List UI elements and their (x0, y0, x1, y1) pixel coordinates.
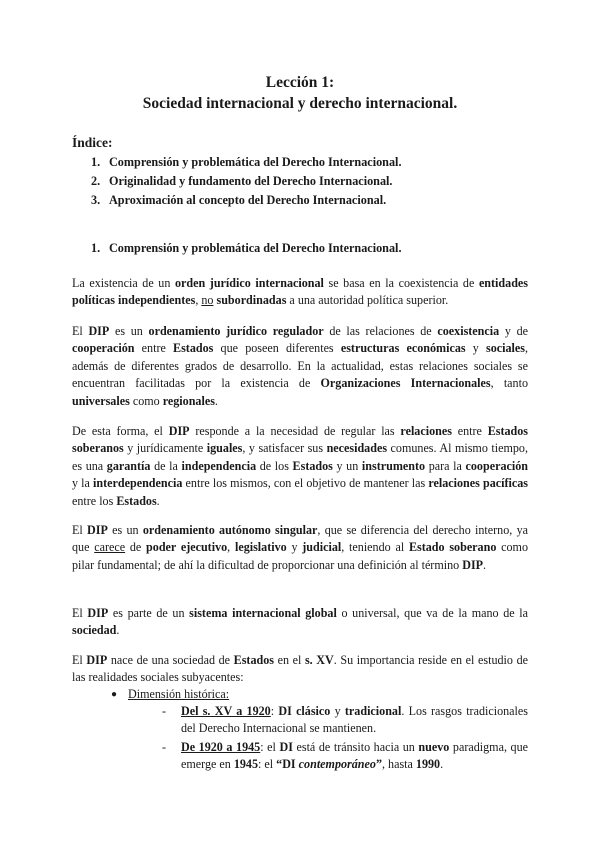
index-heading: Índice: (72, 135, 113, 150)
index-item: 1. Comprensión y problemática del Derecho Internacional. (91, 155, 402, 169)
paragraph-3: De esta forma, el DIP responde a la necesidad de regular las relaciones entre Estados soberanos y jurídicamente iguales, y satisfacer sus necesidades comunes. Al mismo tiempo, es una garantía de la independencia de los Estados y un instrumento para la cooperación y la interdependencia entre los mismos, con el objetivo de mantener las relaciones pacíficas entre los Estados. (72, 424, 529, 508)
dash-marker: - (162, 740, 167, 754)
index-item: 2. Originalidad y fundamento del Derecho Internacional. (91, 174, 393, 188)
lesson-number: Lección 1: (265, 74, 335, 91)
index-item: 3. Aproximación al concepto del Derecho Internacional. (91, 193, 387, 207)
lesson-title: Sociedad internacional y derecho internacional. (142, 95, 458, 112)
paragraph-4: El DIP es un ordenamiento autónomo singular, que se diferencia del derecho interno, ya que carece de poder ejecutivo, legislativo y judicial, teniendo al Estado soberano como pilar fundamental; de ahí la dificultad de proporcionar una definición al término DIP. (72, 523, 529, 572)
bullet-dot-icon: ● (111, 689, 118, 700)
dash-item-1: - Del s. XV a 1920: DI clásico y tradicional. Los rasgos tradicionales del Derecho Internacional se mantienen. (162, 704, 528, 736)
bullet-item: ● Dimensión histórica: (128, 686, 229, 703)
dash-item-2: - De 1920 a 1945: el DI está de tránsito hacia un nuevo paradigma, que emerge en 1945: el “DI contemporáneo”, hasta 1990. (162, 740, 529, 772)
paragraph-5: El DIP es parte de un sistema internacional global o universal, que va de la mano de la sociedad. (72, 606, 528, 638)
paragraph-2: El DIP es un ordenamiento jurídico regulador de las relaciones de coexistencia y de cooperación entre Estados que poseen diferentes estructuras económicas y sociales, además de diferentes grados de desarrollo. En la actualidad, estas relaciones sociales se encuentran facilitadas por la existencia de Organizaciones Internacionales, tanto universales como regionales. (72, 324, 529, 408)
section-heading: 1. Comprensión y problemática del Derecho Internacional. (91, 241, 402, 255)
paragraph-1: La existencia de un orden jurídico internacional se basa en la coexistencia de entidades políticas independientes, no subordinadas a una autoridad política superior. (72, 276, 528, 308)
index-list (72, 153, 532, 210)
paragraph-6: El DIP nace de una sociedad de Estados en el s. XV. Su importancia reside en el estudio de las realidades sociales subyacentes: (72, 653, 528, 685)
dash-marker: - (162, 704, 167, 718)
